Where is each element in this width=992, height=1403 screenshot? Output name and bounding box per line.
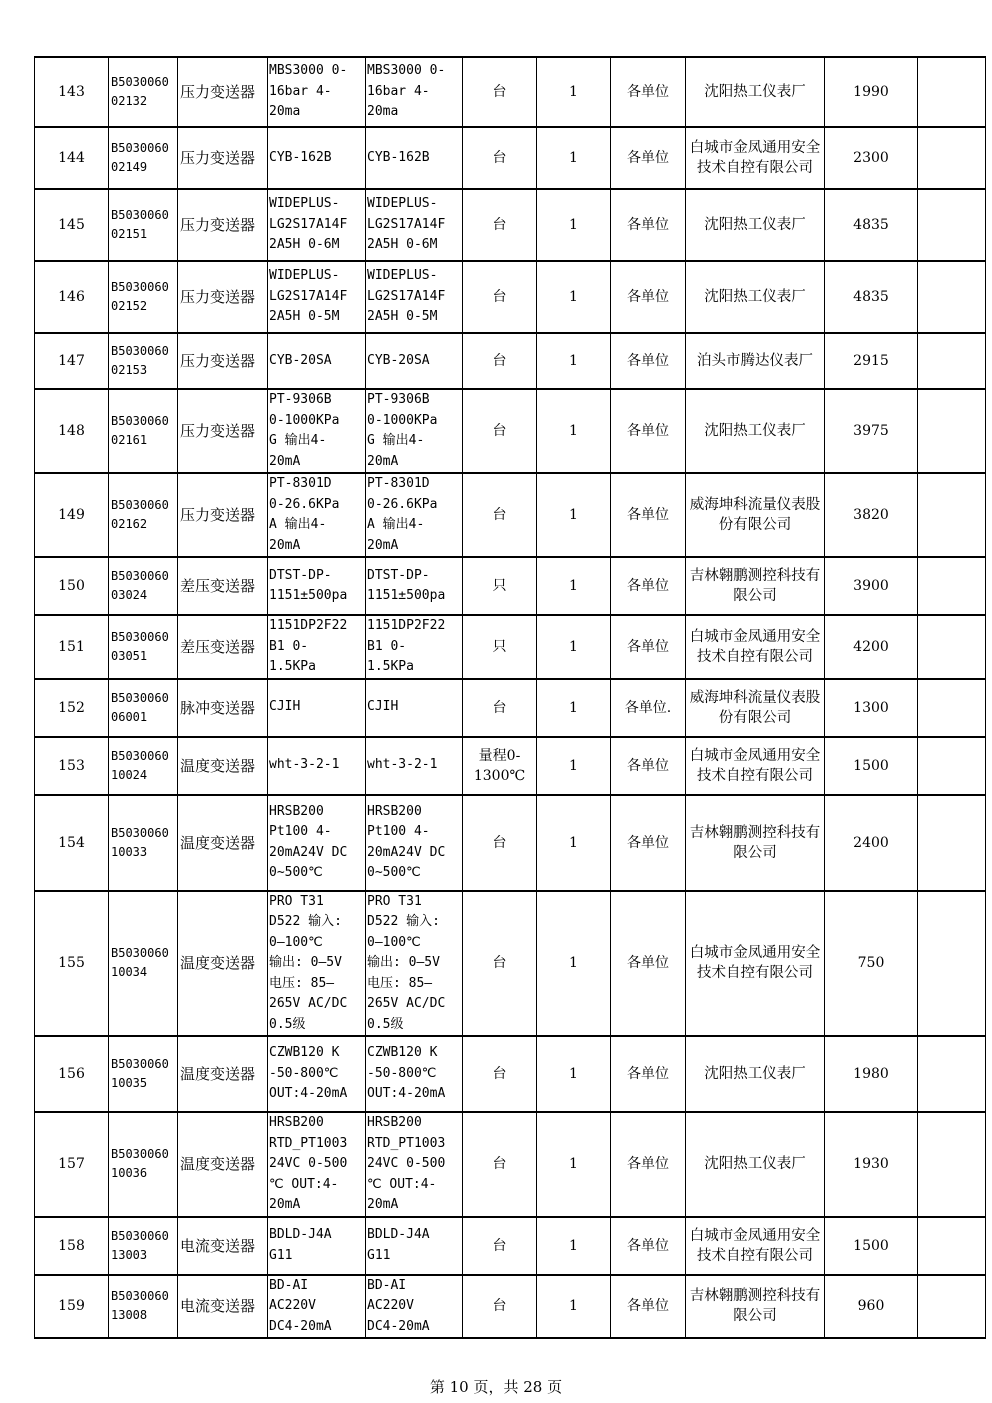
table-row [35, 261, 986, 333]
note-cell [918, 1217, 986, 1275]
unit-cell: 台 [463, 189, 537, 261]
note-cell [918, 615, 986, 679]
note-cell [918, 389, 986, 473]
quantity-cell: 1 [537, 1036, 611, 1112]
table-row [35, 737, 986, 795]
material-code-line2: 02162 [111, 517, 148, 531]
unit-cell: 台 [463, 891, 537, 1037]
scope-cell: 各单位 [611, 57, 686, 127]
row-number-cell: 154 [35, 795, 109, 891]
unit-cell: 台 [463, 333, 537, 389]
note-cell [918, 891, 986, 1037]
note-cell [918, 737, 986, 795]
material-code-cell [109, 679, 178, 737]
specification-cell: 1151DP2F22 B1 0- 1.5KPa [268, 615, 366, 679]
row-number-cell: 146 [35, 261, 109, 333]
item-name-cell: 压力变送器 [178, 127, 268, 189]
material-code-cell [109, 261, 178, 333]
table-row [35, 389, 986, 473]
material-code-line2: 13003 [111, 1247, 148, 1262]
material-code-line2: 02149 [111, 160, 148, 174]
item-name-cell: 温度变送器 [178, 737, 268, 795]
specification-cell: PT-8301D 0-26.6KPa A 输出4- 20mA [268, 473, 366, 557]
material-code-cell [109, 127, 178, 189]
material-code-line1: B5030060 [111, 208, 169, 222]
specification-cell: BDLD-J4A G11 [268, 1217, 366, 1275]
item-name-cell: 电流变送器 [178, 1217, 268, 1275]
specification-cell: PRO T31 D522 输入: 0—100℃ 输出: 0—5V 电压: 85— 265V AC/DC 0.5级 [268, 891, 366, 1037]
model-cell: BDLD-J4A G11 [366, 1217, 463, 1275]
unit-cell: 台 [463, 679, 537, 737]
price-cell: 4835 [825, 189, 918, 261]
row-number-cell: 147 [35, 333, 109, 389]
scope-cell: 各单位 [611, 615, 686, 679]
row-number-cell: 152 [35, 679, 109, 737]
note-cell [918, 679, 986, 737]
model-cell: BD-AI AC220V DC4-20mA [366, 1275, 463, 1339]
row-number-cell: 155 [35, 891, 109, 1037]
model-cell: CJIH [366, 679, 463, 737]
row-number-cell: 159 [35, 1275, 109, 1339]
price-cell: 4835 [825, 261, 918, 333]
material-code-line2: 10024 [111, 767, 148, 782]
model-cell: CZWB120 K -50-800℃ OUT:4-20mA [366, 1036, 463, 1112]
note-cell [918, 57, 986, 127]
scope-cell: 各单位 [611, 795, 686, 891]
model-cell: CYB-20SA [366, 333, 463, 389]
manufacturer-cell: 白城市金凤通用安全技术自控有限公司 [686, 615, 825, 679]
note-cell [918, 473, 986, 557]
quantity-cell: 1 [537, 473, 611, 557]
manufacturer-cell: 白城市金凤通用安全技术自控有限公司 [686, 1217, 825, 1275]
scope-cell: 各单位 [611, 1036, 686, 1112]
table-row [35, 127, 986, 189]
material-code-cell [109, 189, 178, 261]
table-row [35, 1036, 986, 1112]
price-cell: 2400 [825, 795, 918, 891]
manufacturer-cell: 沈阳热工仪表厂 [686, 389, 825, 473]
specification-cell: MBS3000 0- 16bar 4- 20ma [268, 57, 366, 127]
material-code-line2: 03051 [111, 648, 148, 663]
material-code-cell [109, 389, 178, 473]
note-cell [918, 127, 986, 189]
material-code-line2: 03024 [111, 588, 148, 602]
scope-cell: 各单位 [611, 737, 686, 795]
price-cell: 1990 [825, 57, 918, 127]
model-cell: PT-9306B 0-1000KPa G 输出4- 20mA [366, 389, 463, 473]
material-code-cell [109, 57, 178, 127]
scope-cell: 各单位 [611, 557, 686, 615]
specification-cell: WIDEPLUS- LG2S17A14F 2A5H 0-6M [268, 189, 366, 261]
price-cell: 960 [825, 1275, 918, 1339]
quantity-cell: 1 [537, 57, 611, 127]
manufacturer-cell: 威海坤科流量仪表股份有限公司 [686, 473, 825, 557]
manufacturer-cell: 沈阳热工仪表厂 [686, 261, 825, 333]
specification-cell: PT-9306B 0-1000KPa G 输出4- 20mA [268, 389, 366, 473]
table-row [35, 615, 986, 679]
model-cell: 1151DP2F22 B1 0- 1.5KPa [366, 615, 463, 679]
item-name-cell: 温度变送器 [178, 891, 268, 1037]
scope-cell: 各单位 [611, 261, 686, 333]
quantity-cell: 1 [537, 261, 611, 333]
quantity-cell: 1 [537, 1112, 611, 1217]
quantity-cell: 1 [537, 737, 611, 795]
scope-cell: 各单位 [611, 1217, 686, 1275]
unit-cell: 台 [463, 1036, 537, 1112]
item-name-cell: 压力变送器 [178, 57, 268, 127]
table-row [35, 1275, 986, 1339]
item-name-cell: 压力变送器 [178, 333, 268, 389]
scope-cell: 各单位 [611, 389, 686, 473]
unit-cell: 台 [463, 57, 537, 127]
specification-cell: CJIH [268, 679, 366, 737]
model-cell: PRO T31 D522 输入: 0—100℃ 输出: 0—5V 电压: 85— 265V AC/DC 0.5级 [366, 891, 463, 1037]
specification-cell: HRSB200 Pt100 4- 20mA24V DC 0~500℃ [268, 795, 366, 891]
manufacturer-cell: 白城市金凤通用安全技术自控有限公司 [686, 737, 825, 795]
table-row [35, 557, 986, 615]
material-code-line1: B5030060 [111, 1057, 169, 1071]
unit-cell: 台 [463, 389, 537, 473]
quantity-cell: 1 [537, 557, 611, 615]
material-code-line1: B5030060 [111, 690, 169, 705]
quantity-cell: 1 [537, 1217, 611, 1275]
quantity-cell: 1 [537, 1275, 611, 1339]
row-number-cell: 150 [35, 557, 109, 615]
model-cell: WIDEPLUS- LG2S17A14F 2A5H 0-5M [366, 261, 463, 333]
scope-cell: 各单位 [611, 473, 686, 557]
table-row [35, 333, 986, 389]
item-name-cell: 温度变送器 [178, 1112, 268, 1217]
model-cell: HRSB200 RTD_PT1003 24VC 0-500 ℃ OUT:4- 20mA [366, 1112, 463, 1217]
manufacturer-cell: 沈阳热工仪表厂 [686, 1112, 825, 1217]
material-code-line1: B5030060 [111, 1147, 169, 1162]
scope-cell: 各单位 [611, 333, 686, 389]
price-cell: 2915 [825, 333, 918, 389]
table-row [35, 189, 986, 261]
model-cell: HRSB200 Pt100 4- 20mA24V DC 0~500℃ [366, 795, 463, 891]
table-row [35, 57, 986, 127]
material-code-line2: 02151 [111, 227, 148, 241]
material-code-cell [109, 1036, 178, 1112]
model-cell: WIDEPLUS- LG2S17A14F 2A5H 0-6M [366, 189, 463, 261]
unit-cell: 台 [463, 795, 537, 891]
unit-cell: 台 [463, 127, 537, 189]
item-name-cell: 温度变送器 [178, 795, 268, 891]
note-cell [918, 795, 986, 891]
note-cell [918, 1275, 986, 1339]
material-code-cell [109, 473, 178, 557]
material-code-cell [109, 557, 178, 615]
material-code-line1: B5030060 [111, 569, 169, 583]
material-code-line1: B5030060 [111, 141, 169, 155]
model-cell: DTST-DP- 1151±500pa [366, 557, 463, 615]
manufacturer-cell: 沈阳热工仪表厂 [686, 57, 825, 127]
row-number-cell: 148 [35, 389, 109, 473]
item-name-cell: 电流变送器 [178, 1275, 268, 1339]
manufacturer-cell: 吉林翱鹏测控科技有限公司 [686, 795, 825, 891]
unit-cell: 量程0- 1300℃ [463, 737, 537, 795]
manufacturer-cell: 沈阳热工仪表厂 [686, 1036, 825, 1112]
specification-cell: wht-3-2-1 [268, 737, 366, 795]
material-code-cell [109, 1217, 178, 1275]
material-code-line1: B5030060 [111, 748, 169, 763]
specification-cell: CYB-20SA [268, 333, 366, 389]
row-number-cell: 149 [35, 473, 109, 557]
material-code-line2: 10036 [111, 1166, 148, 1181]
material-code-line1: B5030060 [111, 75, 169, 89]
model-cell: MBS3000 0- 16bar 4- 20ma [366, 57, 463, 127]
price-table [34, 56, 986, 1339]
material-code-cell [109, 333, 178, 389]
quantity-cell: 1 [537, 127, 611, 189]
manufacturer-cell: 威海坤科流量仪表股份有限公司 [686, 679, 825, 737]
manufacturer-cell: 白城市金凤通用安全技术自控有限公司 [686, 127, 825, 189]
manufacturer-cell: 吉林翱鹏测控科技有限公司 [686, 1275, 825, 1339]
material-code-line1: B5030060 [111, 280, 169, 294]
material-code-cell [109, 1112, 178, 1217]
table-row [35, 679, 986, 737]
specification-cell: BD-AI AC220V DC4-20mA [268, 1275, 366, 1339]
material-code-line2: 02153 [111, 363, 148, 377]
note-cell [918, 333, 986, 389]
note-cell [918, 557, 986, 615]
material-code-line2: 02161 [111, 433, 148, 447]
table-row [35, 795, 986, 891]
material-code-cell [109, 737, 178, 795]
material-code-line1: B5030060 [111, 629, 169, 644]
material-code-line1: B5030060 [111, 1228, 169, 1243]
manufacturer-cell: 泊头市腾达仪表厂 [686, 333, 825, 389]
material-code-line2: 02152 [111, 299, 148, 313]
quantity-cell: 1 [537, 891, 611, 1037]
model-cell: PT-8301D 0-26.6KPa A 输出4- 20mA [366, 473, 463, 557]
quantity-cell: 1 [537, 333, 611, 389]
price-cell: 1930 [825, 1112, 918, 1217]
specification-cell: HRSB200 RTD_PT1003 24VC 0-500 ℃ OUT:4- 20mA [268, 1112, 366, 1217]
price-cell: 1300 [825, 679, 918, 737]
material-code-line1: B5030060 [111, 946, 169, 961]
unit-cell: 台 [463, 473, 537, 557]
price-cell: 3820 [825, 473, 918, 557]
manufacturer-cell: 沈阳热工仪表厂 [686, 189, 825, 261]
manufacturer-cell: 白城市金凤通用安全技术自控有限公司 [686, 891, 825, 1037]
unit-cell: 台 [463, 261, 537, 333]
quantity-cell: 1 [537, 615, 611, 679]
row-number-cell: 151 [35, 615, 109, 679]
material-code-line1: B5030060 [111, 825, 169, 840]
material-code-line1: B5030060 [111, 1289, 169, 1304]
specification-cell: CYB-162B [268, 127, 366, 189]
quantity-cell: 1 [537, 679, 611, 737]
material-code-line2: 02132 [111, 94, 148, 108]
item-name-cell: 压力变送器 [178, 261, 268, 333]
item-name-cell: 差压变送器 [178, 615, 268, 679]
row-number-cell: 153 [35, 737, 109, 795]
material-code-cell [109, 795, 178, 891]
row-number-cell: 158 [35, 1217, 109, 1275]
row-number-cell: 145 [35, 189, 109, 261]
quantity-cell: 1 [537, 389, 611, 473]
item-name-cell: 脉冲变送器 [178, 679, 268, 737]
price-cell: 2300 [825, 127, 918, 189]
price-cell: 750 [825, 891, 918, 1037]
scope-cell: 各单位 [611, 1275, 686, 1339]
manufacturer-cell: 吉林翱鹏测控科技有限公司 [686, 557, 825, 615]
scope-cell: 各单位 [611, 127, 686, 189]
row-number-cell: 156 [35, 1036, 109, 1112]
row-number-cell: 144 [35, 127, 109, 189]
item-name-cell: 压力变送器 [178, 389, 268, 473]
row-number-cell: 143 [35, 57, 109, 127]
price-cell: 4200 [825, 615, 918, 679]
note-cell [918, 189, 986, 261]
table-row [35, 1217, 986, 1275]
model-cell: wht-3-2-1 [366, 737, 463, 795]
material-code-line2: 06001 [111, 709, 148, 724]
material-code-cell [109, 1275, 178, 1339]
scope-cell: 各单位 [611, 189, 686, 261]
scope-cell: 各单位 [611, 891, 686, 1037]
table-row [35, 473, 986, 557]
material-code-line2: 10035 [111, 1076, 148, 1090]
note-cell [918, 1112, 986, 1217]
price-cell: 1980 [825, 1036, 918, 1112]
material-code-line1: B5030060 [111, 414, 169, 428]
scope-cell: 各单位. [611, 679, 686, 737]
scope-cell: 各单位 [611, 1112, 686, 1217]
unit-cell: 只 [463, 557, 537, 615]
unit-cell: 台 [463, 1217, 537, 1275]
material-code-cell [109, 615, 178, 679]
specification-cell: DTST-DP- 1151±500pa [268, 557, 366, 615]
table-row [35, 1112, 986, 1217]
unit-cell: 只 [463, 615, 537, 679]
note-cell [918, 261, 986, 333]
price-cell: 3975 [825, 389, 918, 473]
page-footer: 第 10 页，共 28 页 [429, 1378, 563, 1396]
note-cell [918, 1036, 986, 1112]
specification-cell: CZWB120 K -50-800℃ OUT:4-20mA [268, 1036, 366, 1112]
specification-cell: WIDEPLUS- LG2S17A14F 2A5H 0-5M [268, 261, 366, 333]
material-code-cell [109, 891, 178, 1037]
price-cell: 1500 [825, 737, 918, 795]
item-name-cell: 压力变送器 [178, 473, 268, 557]
quantity-cell: 1 [537, 189, 611, 261]
row-number-cell: 157 [35, 1112, 109, 1217]
quantity-cell: 1 [537, 795, 611, 891]
unit-cell: 台 [463, 1112, 537, 1217]
material-code-line1: B5030060 [111, 498, 169, 512]
item-name-cell: 差压变送器 [178, 557, 268, 615]
model-cell: CYB-162B [366, 127, 463, 189]
item-name-cell: 压力变送器 [178, 189, 268, 261]
price-cell: 3900 [825, 557, 918, 615]
material-code-line2: 13008 [111, 1308, 148, 1323]
item-name-cell: 温度变送器 [178, 1036, 268, 1112]
material-code-line2: 10033 [111, 844, 148, 859]
material-code-line2: 10034 [111, 965, 148, 980]
price-cell: 1500 [825, 1217, 918, 1275]
material-code-line1: B5030060 [111, 344, 169, 358]
unit-cell: 台 [463, 1275, 537, 1339]
table-row [35, 891, 986, 1037]
